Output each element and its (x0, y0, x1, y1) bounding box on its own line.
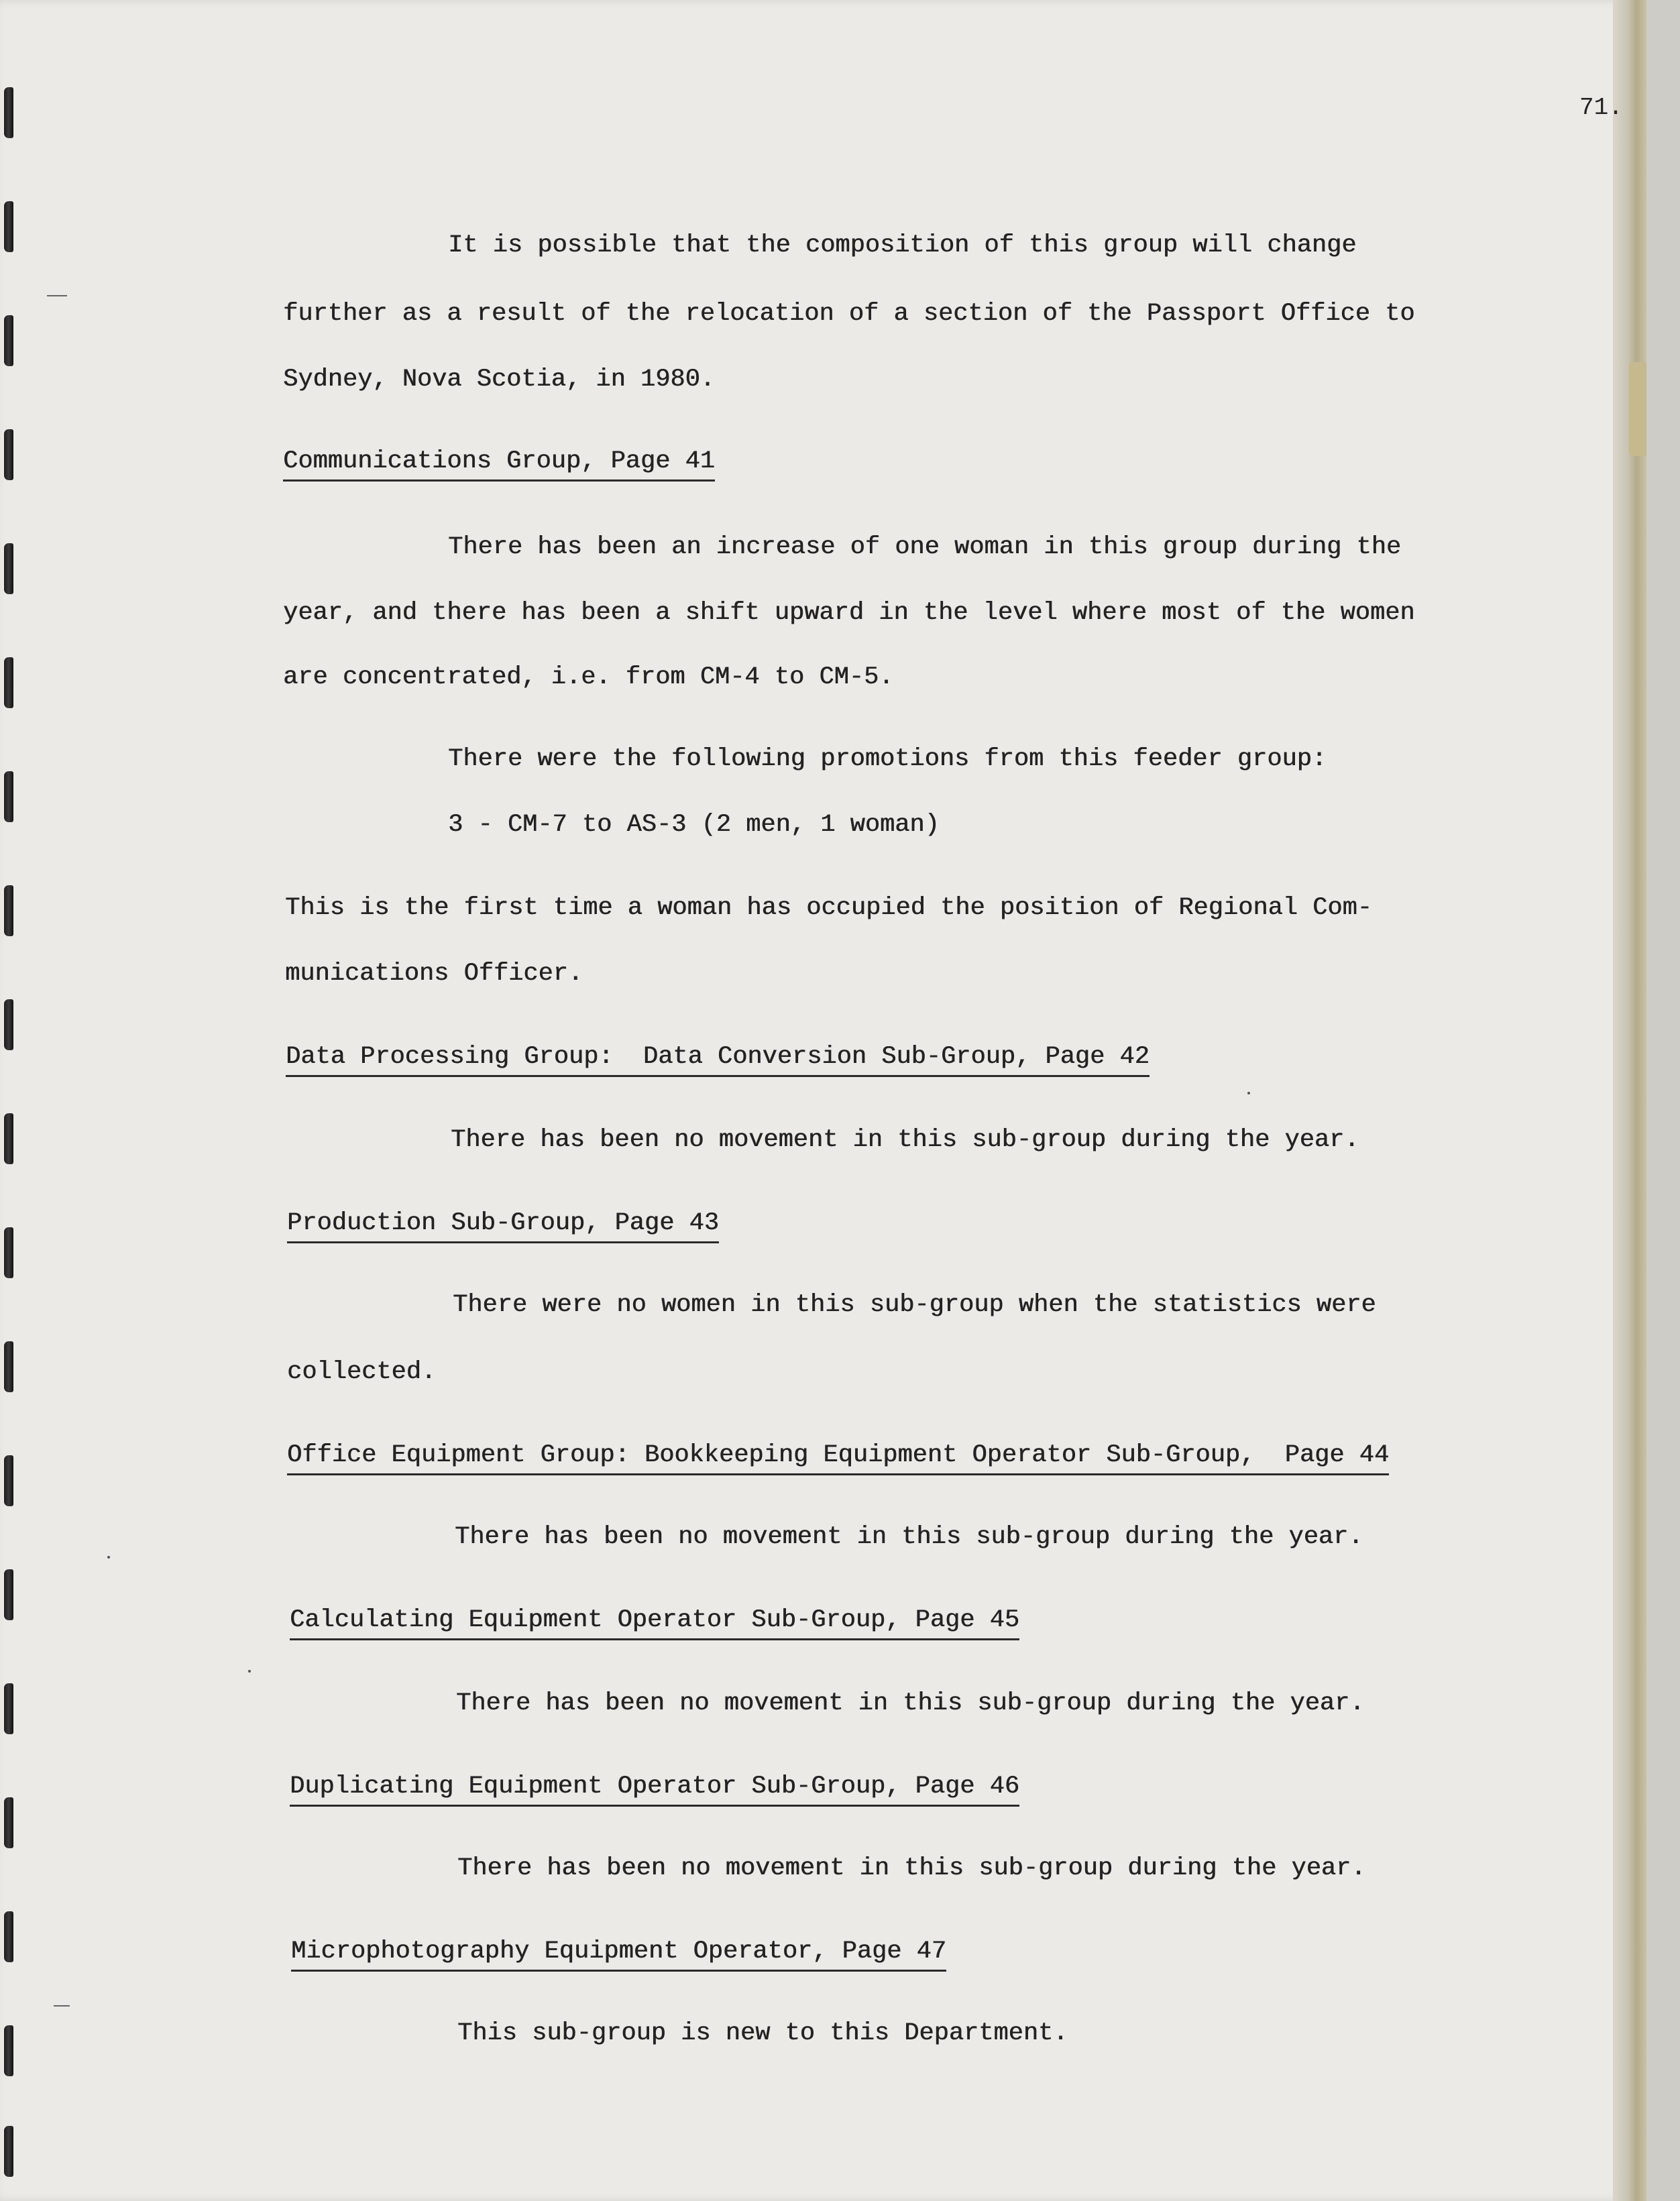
binding-coil (4, 1797, 13, 1848)
binding-coil (4, 657, 13, 708)
body-line: There has been no movement in this sub-group during the year. (457, 1854, 1366, 1882)
body-line: munications Officer. (285, 960, 583, 988)
page-number: 71. (1579, 94, 1623, 121)
binding-coil (4, 1227, 13, 1278)
body-line: There were no women in this sub-group when the statistics were (453, 1291, 1376, 1319)
section-heading: Office Equipment Group: Bookkeeping Equipment Operator Sub-Group, Page 44 (287, 1443, 1389, 1475)
binding-coil (4, 885, 13, 936)
body-line: There were the following promotions from this feeder group: (448, 745, 1327, 773)
body-line: There has been no movement in this sub-group during the year. (451, 1126, 1359, 1154)
binding-coil (4, 87, 13, 138)
body-line: year, and there has been a shift upward in the level where most of the women (283, 599, 1415, 627)
section-heading: Production Sub-Group, Page 43 (287, 1211, 719, 1243)
margin-mark (47, 295, 67, 296)
binding-coil (4, 1569, 13, 1620)
binding-coil (4, 1341, 13, 1392)
body-line: There has been an increase of one woman in this group during the (448, 533, 1402, 561)
margin-mark (54, 2005, 70, 2007)
page-tab (1629, 362, 1646, 456)
binding-coil (4, 1911, 13, 1962)
paper-speck (248, 1670, 251, 1673)
binding-coil (4, 2025, 13, 2076)
body-line: This sub-group is new to this Department. (457, 2019, 1068, 2047)
paper-speck (1247, 1092, 1250, 1094)
binding-coil (4, 429, 13, 480)
paper-speck (107, 1556, 110, 1559)
spiral-binding (0, 0, 27, 2201)
binding-coil (4, 2126, 13, 2177)
binding-coil (4, 201, 13, 252)
body-line: There has been no movement in this sub-group during the year. (455, 1523, 1363, 1551)
body-line: There has been no movement in this sub-group during the year. (456, 1689, 1365, 1717)
list-item: 3 - CM-7 to AS-3 (2 men, 1 woman) (448, 811, 940, 839)
binding-coil (4, 1113, 13, 1164)
body-line: Sydney, Nova Scotia, in 1980. (283, 365, 715, 394)
body-line: collected. (287, 1358, 437, 1386)
section-heading: Calculating Equipment Operator Sub-Group, Page 45 (290, 1608, 1019, 1640)
body-line: are concentrated, i.e. from CM-4 to CM-5. (283, 663, 894, 691)
body-line: further as a result of the relocation of a section of the Passport Office to (283, 300, 1415, 328)
body-line: This is the first time a woman has occupied the position of Regional Com- (285, 894, 1372, 922)
section-heading: Microphotography Equipment Operator, Page 47 (291, 1939, 946, 1972)
binding-coil (4, 1455, 13, 1506)
binding-coil (4, 1683, 13, 1734)
page-stack-edge (1613, 0, 1646, 2201)
binding-coil (4, 771, 13, 822)
section-heading: Communications Group, Page 41 (283, 449, 715, 482)
binding-coil (4, 543, 13, 594)
section-heading: Data Processing Group: Data Conversion Sub-Group, Page 42 (286, 1045, 1150, 1077)
section-heading: Duplicating Equipment Operator Sub-Group, Page 46 (290, 1774, 1019, 1807)
binding-coil (4, 315, 13, 366)
binding-coil (4, 999, 13, 1050)
body-line: It is possible that the composition of this group will change (448, 231, 1357, 260)
